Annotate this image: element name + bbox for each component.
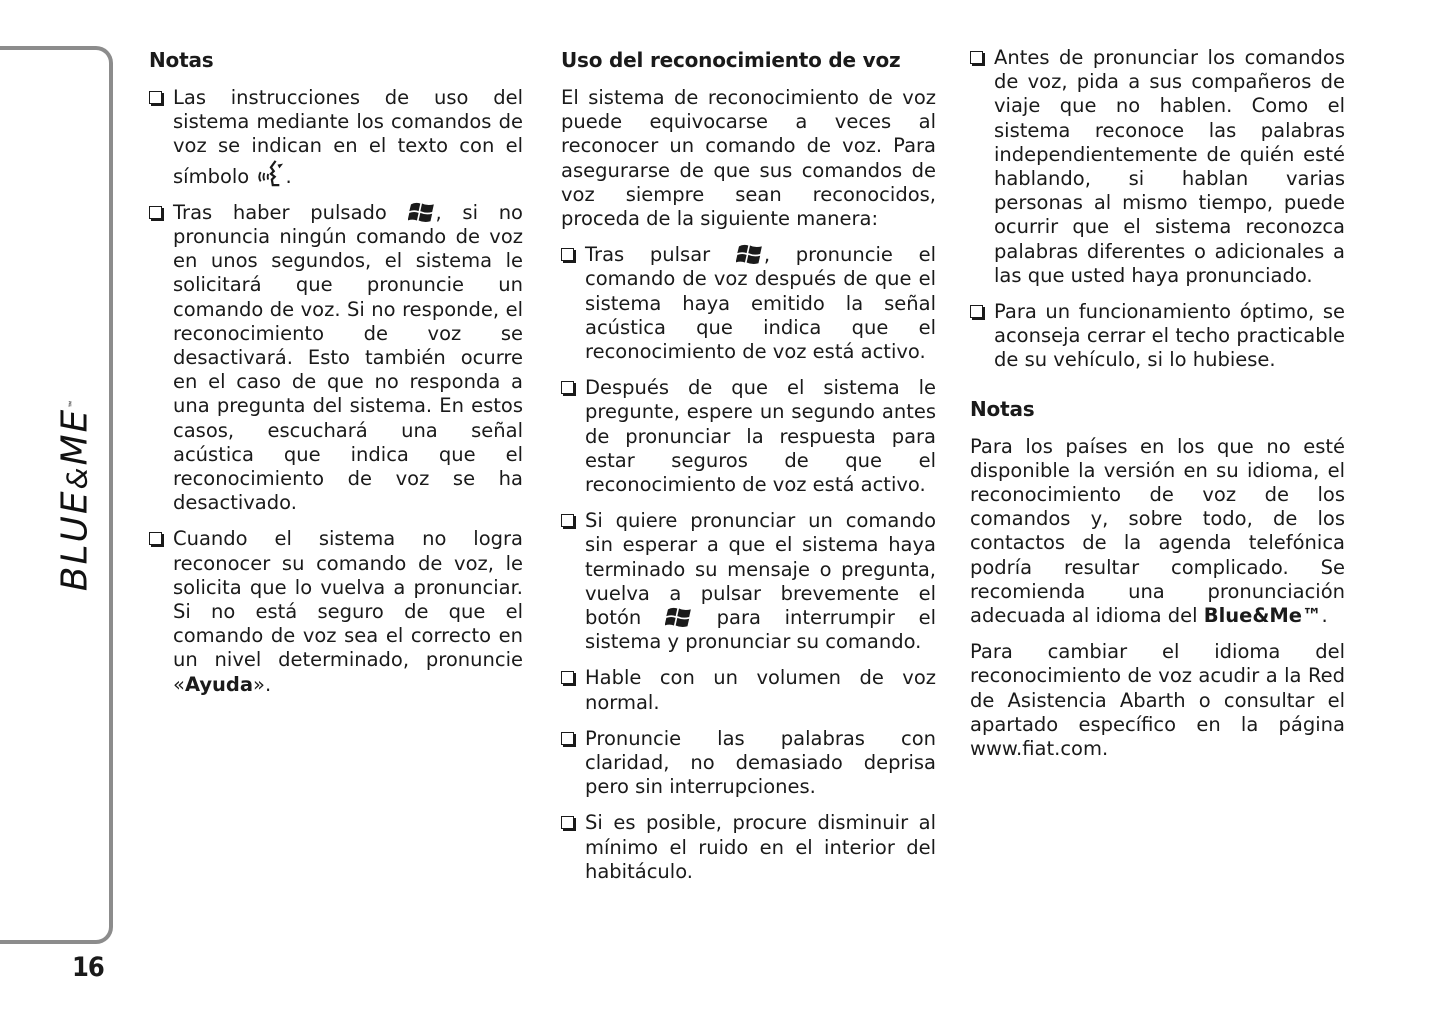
list-item: Tras pulsar , pronuncie el comando de voz después de que el sistema haya emitido la señal acústica que indica que el reconocimiento de voz está activo. xyxy=(561,243,936,364)
windows-button-icon xyxy=(665,606,693,628)
bullet-list xyxy=(561,243,936,884)
section-heading-notas: Notas xyxy=(149,48,214,72)
notes-paragraph-2: Para cambiar el idioma del reconocimiento de voz acudir a la Red de Asistencia Abarth o consultar el apartado específico en la página www.fiat.com. xyxy=(970,640,1345,761)
column-2 xyxy=(561,46,936,896)
checkbox-bullet-icon xyxy=(561,248,574,261)
brand-logo xyxy=(40,375,110,615)
list-item: Cuando el sistema no logra reconocer su comando de voz, le solicita que lo vuelva a pronunciar. Si no está seguro de que el comando de voz sea el correcto en un nivel determinado, pronuncie «Ayuda». xyxy=(149,527,523,696)
section-heading-uso: Uso del reconocimiento de voz xyxy=(561,48,901,72)
bullet-list xyxy=(970,46,1345,373)
voice-command-icon xyxy=(255,159,285,187)
checkbox-bullet-icon xyxy=(561,732,574,745)
section-heading-notas-2: Notas xyxy=(970,396,1035,421)
list-item: Hable con un volumen de voz normal. xyxy=(561,666,936,714)
list-item: Tras haber pulsado , si no pronuncia ningún comando de voz en unos segundos, el sistema le solicitará que pronuncie un comando de voz. Si no responde, el reconocimiento de voz se desactivará. Esto también ocurre en el caso de que no responda a una pregunta del sistema. En estos casos, escuchará una señal acústica que indica que el reconocimiento de voz se ha desactivado. xyxy=(149,201,523,516)
intro-paragraph: El sistema de reconocimiento de voz puede equivocarse a veces al reconocer un comando de voz. Para asegurarse de que sus comandos de voz siempre sean reconocidos, proceda de la siguiente manera: xyxy=(561,86,936,231)
list-item: Antes de pronunciar los comandos de voz, pida a sus compañeros de viaje que no hablen. Como el sistema reconoce las palabras independientemente de quién esté hablando, si hablan varias personas al mismo tiempo, puede ocurrir que el sistema reconozca palabras diferentes o adicionales a las que usted haya pronunciado. xyxy=(970,46,1345,288)
checkbox-bullet-icon xyxy=(149,532,162,545)
checkbox-bullet-icon xyxy=(970,51,983,64)
list-item: Las instrucciones de uso del sistema mediante los comandos de voz se indican en el texto con el símbolo . xyxy=(149,86,523,189)
list-item: Si es posible, procure disminuir al mínimo el ruido en el interior del habitáculo. xyxy=(561,811,936,884)
list-item: Si quiere pronunciar un comando sin esperar a que el sistema haya terminado su mensaje o pregunta, vuelva a pulsar brevemente el botón para interrumpir el sistema y pronunciar su comando. xyxy=(561,509,936,654)
checkbox-bullet-icon xyxy=(149,91,162,104)
checkbox-bullet-icon xyxy=(561,671,574,684)
column-1 xyxy=(149,46,523,709)
brand-logo-text: BLUE&ME™ xyxy=(54,398,96,592)
checkbox-bullet-icon xyxy=(561,816,574,829)
checkbox-bullet-icon xyxy=(561,514,574,527)
list-item: Después de que el sistema le pregunte, espere un segundo antes de pronunciar la respuesta para estar seguros de que el reconocimiento de voz está activo. xyxy=(561,376,936,497)
list-item: Para un funcionamiento óptimo, se aconseja cerrar el techo practicable de su vehículo, si lo hubiese. xyxy=(970,300,1345,373)
checkbox-bullet-icon xyxy=(149,206,162,219)
column-3 xyxy=(970,46,1345,773)
windows-button-icon xyxy=(736,243,764,265)
page-number: 16 xyxy=(72,952,104,983)
checkbox-bullet-icon xyxy=(970,305,983,318)
list-item: Pronuncie las palabras con claridad, no demasiado deprisa pero sin interrupciones. xyxy=(561,727,936,800)
checkbox-bullet-icon xyxy=(561,381,574,394)
bullet-list xyxy=(149,86,523,697)
windows-button-icon xyxy=(408,201,436,223)
notes-paragraph-1: Para los países en los que no esté disponible la versión en su idioma, el reconocimiento de voz de los comandos y, sobre todo, de los contactos de la agenda telefónica podría resultar complicado. Se recomienda una pronunciación adecuada al idioma del Blue&Me™. xyxy=(970,434,1345,628)
